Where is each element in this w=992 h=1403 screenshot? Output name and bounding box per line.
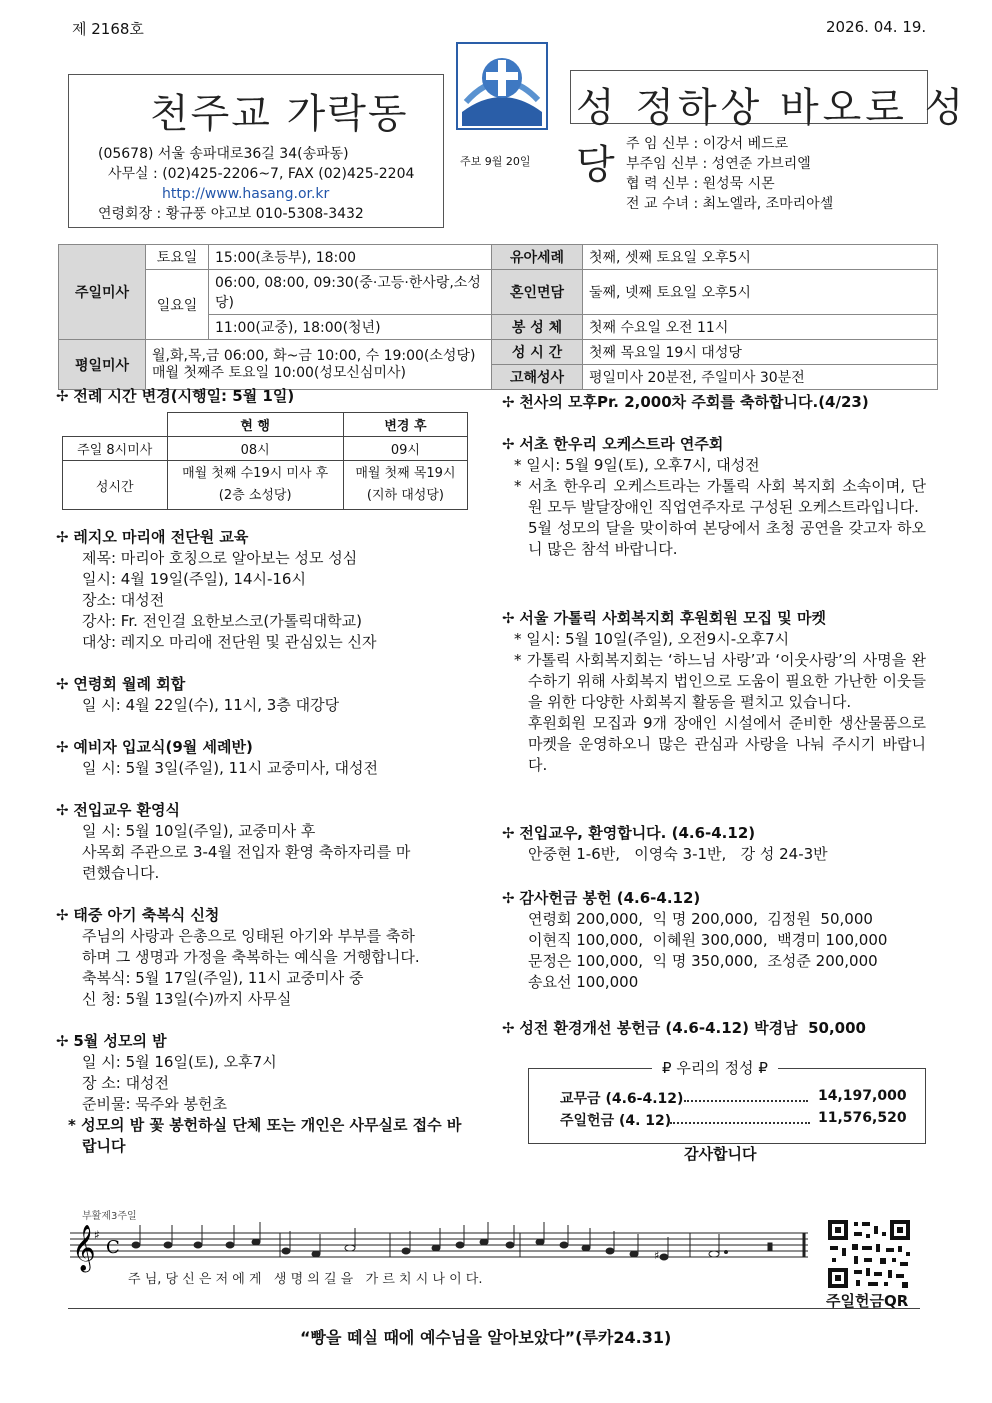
yeonryeong-section [56,674,339,716]
text-line: 하며 그 생명과 가정을 축복하는 예식을 거행합니다. [82,948,420,966]
office-line: 사무실 : (02)425-2206~7, FAX (02)425-2204 [108,166,415,182]
schedule-label: 유아세례 [492,245,583,270]
saturday-label: 토요일 [146,245,209,270]
sunday-times-2: 11:00(교중), 18:00(청년) [209,315,492,340]
section-heading: ✢ 태중 아기 축복식 신청 [56,905,420,926]
orchestra-section [502,434,926,560]
env-section [502,1018,866,1039]
offering-row-label: 교무금 (4.6-4.12) [560,1091,684,1107]
sunday-mass-label: 주일미사 [59,245,146,340]
weekday-mass-label: 평일미사 [59,340,146,390]
issue-number: 제 2168호 [72,20,144,38]
issue-date: 2026. 04. 19. [826,18,927,36]
text-para: 5월 성모의 달을 맞이하여 본당에서 초청 공연을 갖고자 하오니 많은 참석 바랍니다. [528,519,926,558]
section-heading: ✢ 서울 가톨릭 사회복지회 후원회원 모집 및 마켓 [502,608,926,629]
text-line: 대상: 레지오 마리애 전단원 및 관심있는 신자 [82,633,377,651]
section-heading: ✢ 서초 한우리 오케스트라 연주회 [502,434,926,455]
qr-label: 주일헌금QR [826,1292,909,1310]
sunday-times-1: 06:00, 08:00, 09:30(중·고등·한사랑,소성당) [209,270,492,315]
text-line: 축복식: 5월 17일(주일), 11시 교중미사 중 [82,969,364,987]
address-block [98,144,414,224]
schedule-value: 둘째, 넷째 토요일 오후5시 [583,270,938,315]
note: * 성모의 밤 꽃 봉헌하실 단체 또는 개인은 사무실로 접수 바랍니다 [68,1115,472,1157]
liturgy-change-table [62,412,468,510]
row-after-1: 매월 첫째 목19시 [355,466,456,481]
priest-line: 주 임 신부 : 이강서 베드로 [626,136,789,152]
section-heading: ✢ 성전 환경개선 봉헌금 (4.6-4.12) 박경남 50,000 [502,1018,866,1039]
schedule-label: 혼인면담 [492,270,583,315]
liturgy-section [56,386,294,407]
website-link[interactable]: http://www.hasang.or.kr [162,186,330,202]
music-title: 부활제3주일 [82,1211,137,1222]
text-line: 이현직 100,000, 이혜원 300,000, 백경미 100,000 [528,931,888,949]
angel-section [502,392,869,413]
text-para: 후원회원 모집과 9개 장애인 시설에서 준비한 생산물품으로 마켓을 운영하오니 많은 관심과 사랑을 나눠 주시기 바랍니다. [528,714,926,774]
schedule-label: 고해성사 [492,365,583,390]
svg-text:♯: ♯ [654,1249,660,1262]
text-line: 송요선 100,000 [528,973,639,991]
section-heading: ✢ 레지오 마리애 전단원 교육 [56,527,376,548]
welcome-section [56,800,410,884]
col-current: 현 행 [167,413,343,437]
section-heading: ✢ 전입교우 환영식 [56,800,410,821]
weekday-times-1: 월,화,목,금 06:00, 화~금 10:00, 수 19:00(소성당) [152,347,476,364]
text-line: 연령회 200,000, 익 명 200,000, 김정원 50,000 [528,910,873,928]
schedule-value: 첫째 목요일 19시 대성당 [583,340,938,365]
text-line: 문정은 100,000, 익 명 350,000, 조성준 200,000 [528,952,878,970]
priest-line: 부주임 신부 : 성연준 가브리엘 [626,156,811,172]
offering-thanks: 감사합니다 [684,1145,757,1163]
newcomers-section [502,823,828,865]
parish-right-title: 성 정하상 바오로 성당 [576,85,968,188]
text-line: 일 시: 5월 16일(토), 오후7시 [82,1053,277,1071]
music-lyrics: 주 님, 당 신 은 저 에 게 생 명 의 길 을 가 르 치 시 나 이 다. [128,1272,483,1287]
welfare-section [502,608,926,776]
svg-text:♯: ♯ [94,1228,100,1242]
section-heading: ✢ 예비자 입교식(9월 세례반) [56,737,378,758]
text-line: 일시: 4월 19일(주일), 14시-16시 [82,570,306,588]
saturday-times: 15:00(초등부), 18:00 [209,245,492,270]
text-line: 강사: Fr. 전인걸 요한보스코(가톨릭대학교) [82,612,362,630]
text-line: 일 시: 5월 3일(주일), 11시 교중미사, 대성전 [82,759,378,777]
offering-title-text: 우리의 정성 [676,1059,754,1077]
catechumen-section [56,737,378,779]
star-line: * 가톨릭 사회복지회는 ‘하느님 사랑’과 ‘이웃사랑’의 사명을 완수하기 위해 사회복지 법인으로 도움이 필요한 가난한 이웃들을 위한 다양한 사회복지 활동을 펼치고 있습니다. [514,650,926,713]
text-line: 사목회 주관으로 3-4월 전입자 환영 축하자리를 마 [82,843,411,861]
text-line: 안중현 1-6반, 이영숙 3-1반, 강 성 24-3반 [528,845,828,863]
offering-title [652,1057,778,1078]
offering-row-label: 주일헌금 (4. 12) [560,1113,672,1129]
qr-code[interactable] [826,1218,912,1290]
section-heading: ✢ 전례 시간 변경(시행일: 5월 1일) [56,386,294,407]
weekday-times [146,340,492,390]
section-heading: ✢ 5월 성모의 밤 [56,1031,476,1052]
legio-section [56,527,376,653]
address-line: (05678) 서울 송파대로36길 34(송파동) [98,146,349,162]
schedule-label: 봉 성 체 [492,315,583,340]
mary-section [56,1031,476,1157]
offering-mark: ₽ [662,1059,672,1077]
schedule-value: 첫째, 셋째 토요일 오후5시 [583,245,938,270]
section-heading: ✢ 연령회 월례 회합 [56,674,339,695]
section-heading: ✢ 전입교우, 환영합니다. (4.6-4.12) [502,823,828,844]
bible-quote: “빵을 떼실 때에 예수님을 알아보았다”(루카24.31) [300,1328,672,1347]
section-heading: ✢ 천사의 모후Pr. 2,000차 주회를 축하합니다.(4/23) [502,392,869,413]
star-line: * 일시: 5월 10일(주일), 오전9시-오후7시 [514,629,926,650]
offering-mark: ₽ [758,1059,768,1077]
row-current: 08시 [167,437,343,461]
svg-text:C: C [106,1237,120,1258]
weekday-times-2: 매월 첫째주 토요일 10:00(성모신심미사) [152,364,406,381]
text-line: 장소: 대성전 [82,591,165,609]
row-current-2: (2층 소성당) [218,488,292,503]
schedule-label: 성 시 간 [492,340,583,365]
text-line: 신 청: 5월 13일(수)까지 사무실 [82,990,292,1008]
offering-row-value: 14,197,000 [818,1088,907,1104]
priests-block [626,134,833,214]
star-line: * 서초 한우리 오케스트라는 가톨릭 사회 복지회 소속이며, 단원 모두 발달장애인 직업연주자로 구성된 오케스트라입니다. [514,476,926,518]
church-logo [456,42,548,130]
row-label: 성시간 [63,461,168,510]
parish-left-title: 천주교 가락동 [150,91,409,137]
section-heading: ✢ 감사헌금 봉헌 (4.6-4.12) [502,888,887,909]
col-after: 변경 후 [343,413,467,437]
star-line: * 일시: 5월 9일(토), 오후7시, 대성전 [514,455,926,476]
text-line: 일 시: 4월 22일(수), 11시, 3층 대강당 [82,696,340,714]
schedule-value: 첫째 수요일 오전 11시 [583,315,938,340]
row-after-2: (지하 대성당) [366,488,444,503]
unborn-section [56,905,420,1010]
row-current-1: 매월 첫째 수19시 미사 후 [182,466,329,481]
footer-divider [68,1308,920,1309]
text-line: 주님의 사랑과 은총으로 잉태된 아기와 부부를 축하 [82,927,415,945]
thanks-offering-section [502,888,887,993]
svg-text:𝄞: 𝄞 [72,1225,96,1271]
text-line: 준비물: 묵주와 봉헌초 [82,1095,228,1113]
offering-row-value: 11,576,520 [818,1110,907,1126]
text-line: 제목: 마리아 호칭으로 알아보는 성모 성심 [82,549,358,567]
row-label: 주일 8시미사 [63,437,168,461]
schedule-value: 평일미사 20분전, 주일미사 30분전 [583,365,938,390]
text-line: 련했습니다. [82,864,160,882]
chair-line: 연령회장 : 황규풍 야고보 010-5308-3432 [98,206,364,222]
leader-dots [670,1122,810,1124]
jubo-label: 주보 9월 20일 [460,155,531,168]
priest-line: 전 교 수녀 : 최노엘라, 조마리아셀 [626,196,834,212]
text-line: 일 시: 5월 10일(주일), 교중미사 후 [82,822,316,840]
text-line: 장 소: 대성전 [82,1074,170,1092]
mass-schedule-table [58,244,938,390]
priest-line: 협 력 신부 : 원성묵 시몬 [626,176,775,192]
sunday-label: 일요일 [146,270,209,340]
leader-dots [684,1100,808,1102]
music-staff [70,1205,810,1295]
row-after: 09시 [343,437,467,461]
